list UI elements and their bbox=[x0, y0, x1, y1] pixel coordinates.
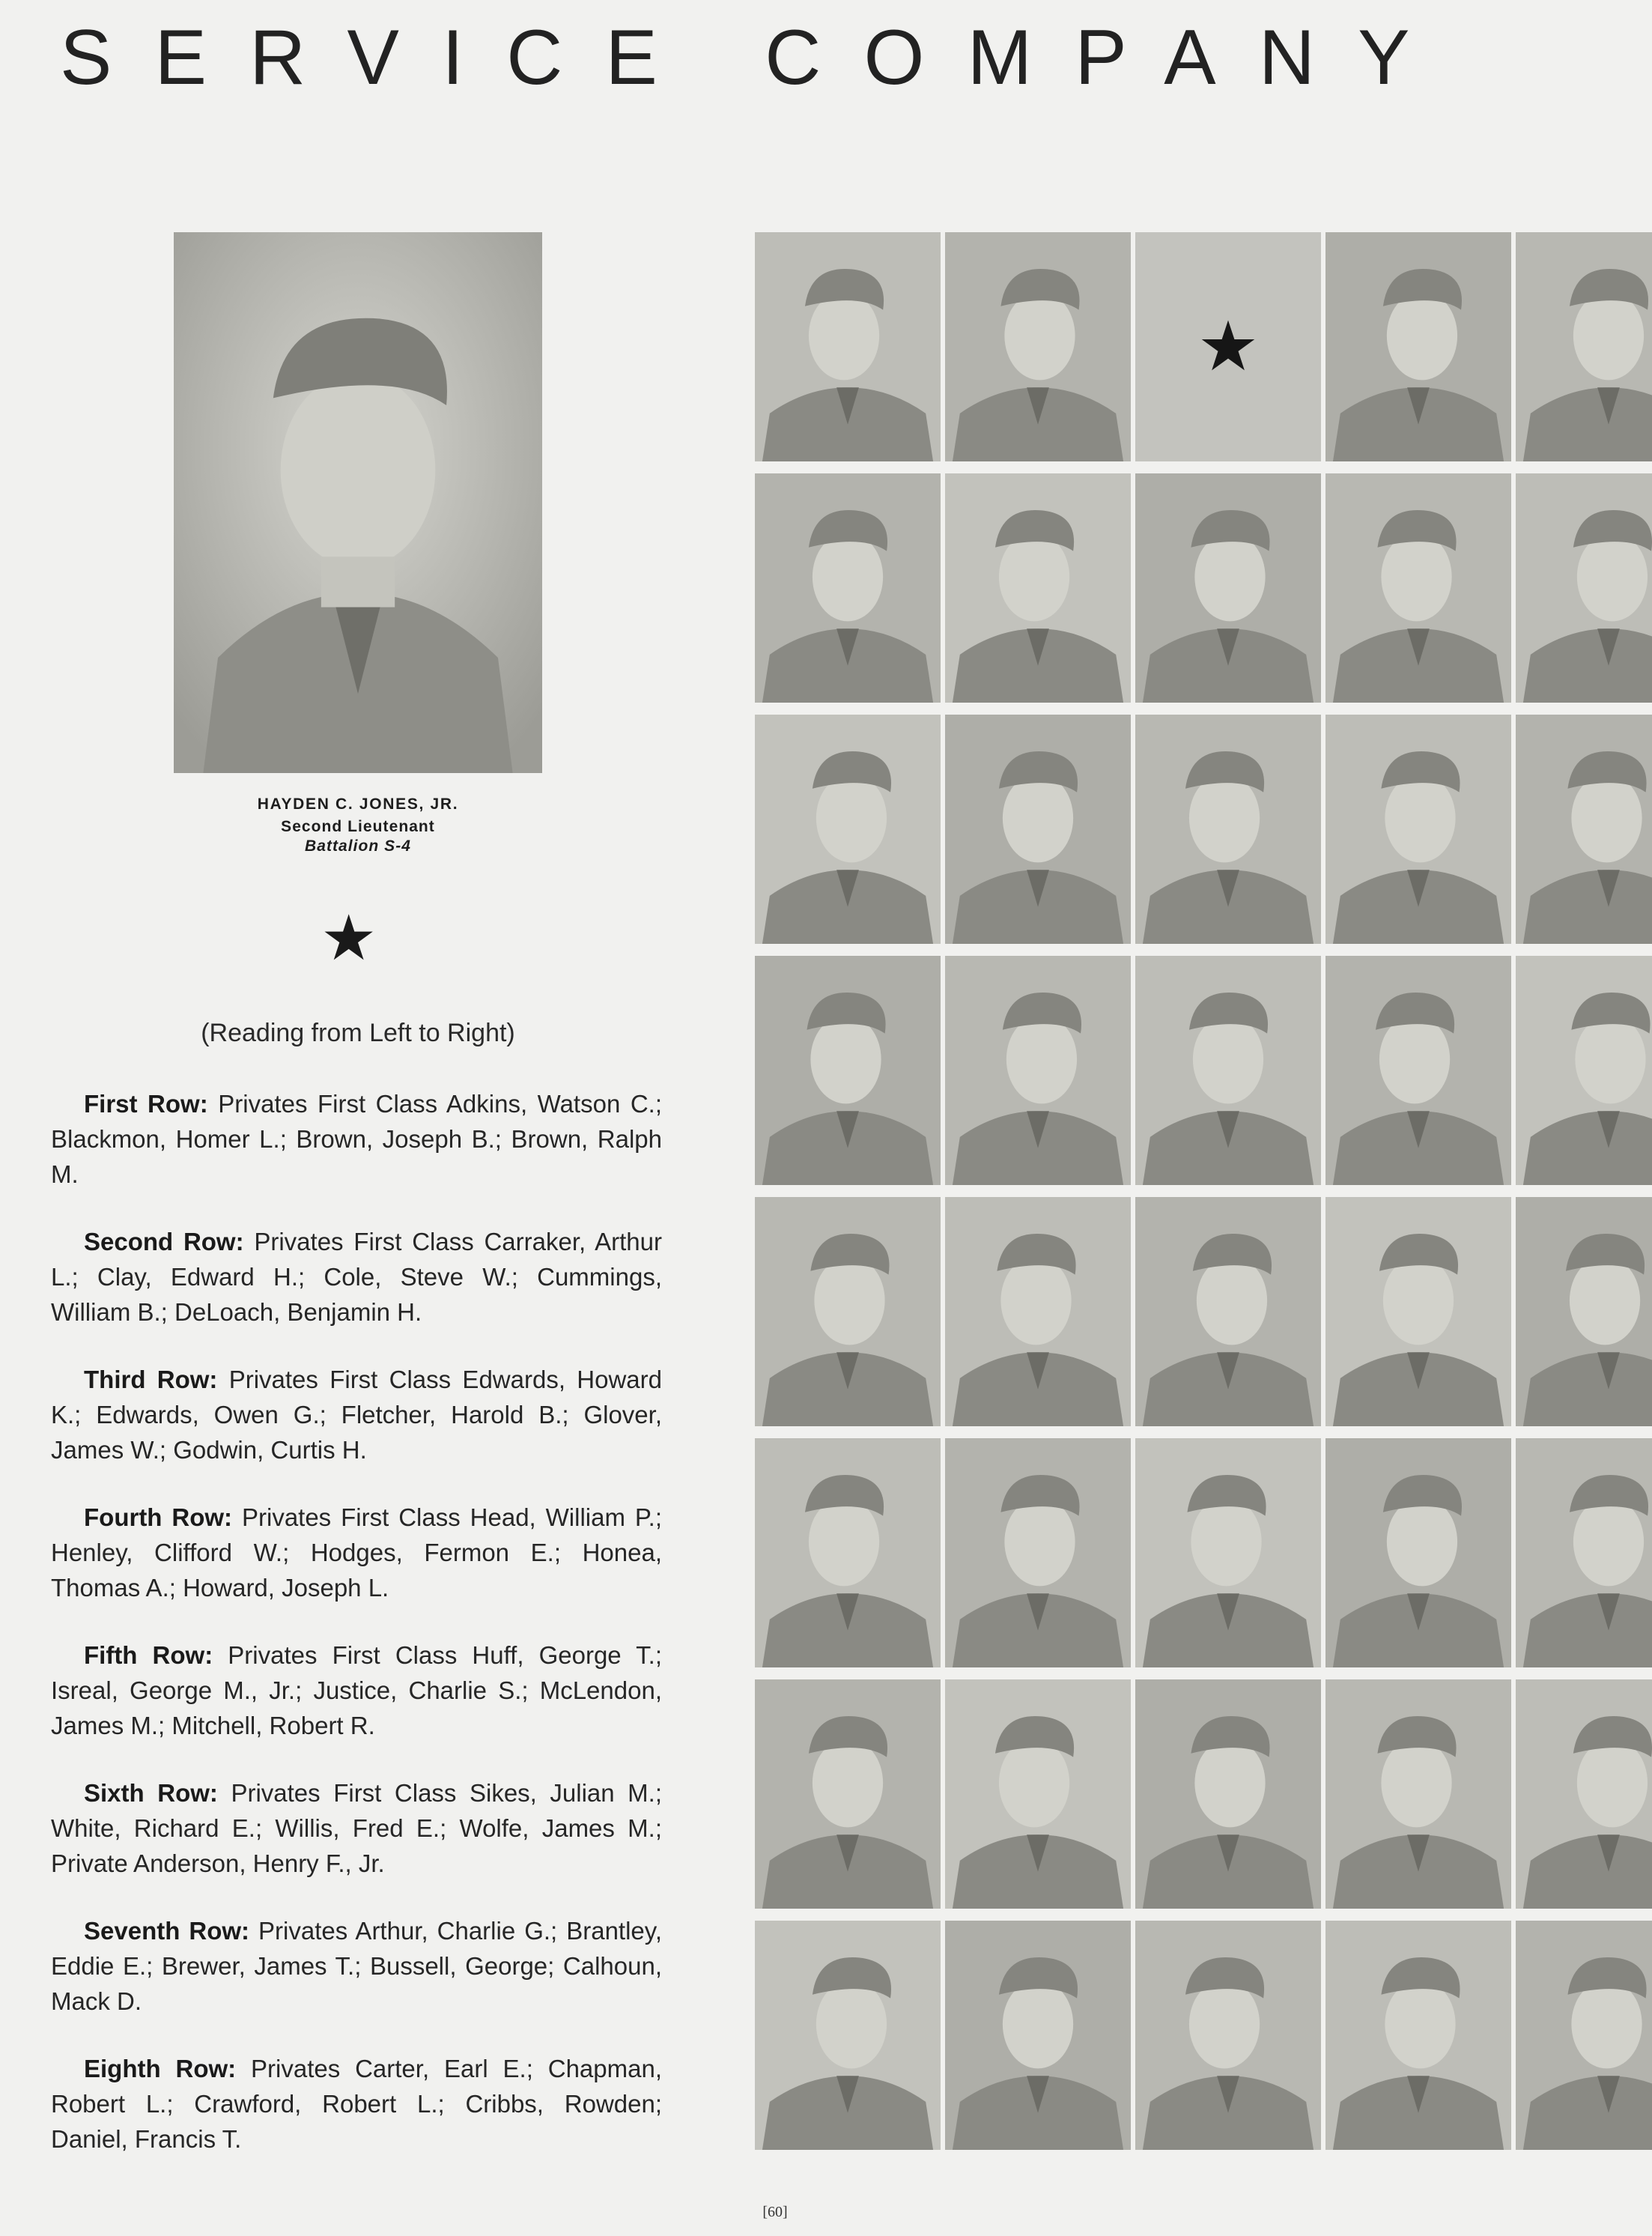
row-label: Second Row: bbox=[84, 1228, 244, 1255]
portrait-grid bbox=[755, 232, 1652, 2160]
row-label: Fifth Row: bbox=[84, 1641, 213, 1669]
reading-note: (Reading from Left to Right) bbox=[201, 1019, 515, 1047]
soldier-portrait bbox=[945, 1438, 1131, 1667]
row-label: Eighth Row: bbox=[84, 2055, 237, 2082]
row-names: Privates First Class Huff, George T.; Isreal, George M., Jr.; Justice, Charlie S.; McLendon, James M.; Mitchell, Robert R. bbox=[51, 1641, 662, 1739]
soldier-portrait bbox=[755, 715, 941, 944]
page-number: [60] bbox=[762, 2204, 788, 2220]
soldier-portrait bbox=[1516, 956, 1652, 1185]
row-description bbox=[51, 1775, 662, 1881]
officer-rank: Second Lieutenant bbox=[281, 818, 435, 835]
soldier-portrait bbox=[1135, 715, 1321, 944]
soldier-portrait bbox=[1135, 1197, 1321, 1426]
row-names: Privates First Class Head, William P.; Henley, Clifford W.; Hodges, Fermon E.; Honea, Thomas A.; Howard, Joseph L. bbox=[51, 1503, 662, 1602]
soldier-portrait bbox=[1516, 1438, 1652, 1667]
soldier-portrait bbox=[1135, 473, 1321, 703]
row-description bbox=[51, 1086, 662, 1192]
row-label: Seventh Row: bbox=[84, 1917, 250, 1945]
soldier-portrait bbox=[1325, 473, 1511, 703]
officer-name: HAYDEN C. JONES, JR. bbox=[257, 796, 459, 813]
soldier-portrait bbox=[1516, 473, 1652, 703]
star-placeholder bbox=[1135, 232, 1321, 461]
soldier-portrait bbox=[945, 1921, 1131, 2150]
soldier-portrait bbox=[1516, 1921, 1652, 2150]
soldier-portrait bbox=[755, 1921, 941, 2150]
row-description bbox=[51, 1913, 662, 2019]
soldier-portrait bbox=[755, 473, 941, 703]
row-label: Third Row: bbox=[84, 1366, 218, 1393]
row-description bbox=[51, 1224, 662, 1330]
soldier-portrait bbox=[1325, 1921, 1511, 2150]
soldier-portrait bbox=[1135, 1679, 1321, 1909]
soldier-portrait bbox=[1135, 1921, 1321, 2150]
soldier-portrait bbox=[1135, 1438, 1321, 1667]
row-label: First Row: bbox=[84, 1090, 208, 1118]
soldier-portrait bbox=[1516, 1679, 1652, 1909]
row-names: Privates First Class Adkins, Watson C.; Blackmon, Homer L.; Brown, Joseph B.; Brown, Ralph M. bbox=[51, 1090, 662, 1188]
row-description bbox=[51, 2051, 662, 2157]
soldier-portrait bbox=[1516, 1197, 1652, 1426]
soldier-portrait bbox=[945, 1679, 1131, 1909]
soldier-portrait bbox=[1325, 1197, 1511, 1426]
row-names: Privates First Class Carraker, Arthur L.; Clay, Edward H.; Cole, Steve W.; Cummings, William B.; DeLoach, Benjamin H. bbox=[51, 1228, 662, 1326]
soldier-portrait bbox=[1325, 1438, 1511, 1667]
soldier-portrait bbox=[945, 715, 1131, 944]
row-names: Privates Carter, Earl E.; Chapman, Robert L.; Crawford, Robert L.; Cribbs, Rowden; Daniel, Francis T. bbox=[51, 2055, 662, 2153]
soldier-portrait bbox=[755, 1197, 941, 1426]
row-description bbox=[51, 1500, 662, 1605]
row-description bbox=[51, 1637, 662, 1743]
row-description bbox=[51, 1362, 662, 1467]
soldier-portrait bbox=[1325, 715, 1511, 944]
soldier-portrait bbox=[945, 956, 1131, 1185]
officer-portrait bbox=[174, 232, 542, 773]
row-label: Fourth Row: bbox=[84, 1503, 233, 1531]
row-label: Sixth Row: bbox=[84, 1779, 218, 1807]
row-names: Privates First Class Sikes, Julian M.; White, Richard E.; Willis, Fred E.; Wolfe, James M.; Private Anderson, Henry F., Jr. bbox=[51, 1779, 662, 1877]
soldier-portrait bbox=[1325, 956, 1511, 1185]
officer-role: Battalion S-4 bbox=[305, 837, 411, 855]
soldier-portrait bbox=[755, 1679, 941, 1909]
soldier-portrait bbox=[755, 956, 941, 1185]
soldier-portrait bbox=[1325, 1679, 1511, 1909]
soldier-portrait bbox=[945, 1197, 1131, 1426]
soldier-portrait bbox=[1516, 232, 1652, 461]
soldier-portrait bbox=[945, 232, 1131, 461]
row-names: Privates First Class Edwards, Howard K.; Edwards, Owen G.; Fletcher, Harold B.; Glover, James W.; Godwin, Curtis H. bbox=[51, 1366, 662, 1464]
soldier-portrait bbox=[1516, 715, 1652, 944]
star-icon: ★ bbox=[1197, 309, 1260, 385]
star-icon: ★ bbox=[321, 903, 377, 973]
page-title: SERVICE COMPANY bbox=[60, 14, 1453, 101]
soldier-portrait bbox=[1325, 232, 1511, 461]
soldier-portrait bbox=[755, 1438, 941, 1667]
soldier-portrait bbox=[945, 473, 1131, 703]
soldier-portrait bbox=[1135, 956, 1321, 1185]
soldier-portrait bbox=[755, 232, 941, 461]
row-names: Privates Arthur, Charlie G.; Brantley, Eddie E.; Brewer, James T.; Bussell, George; Calhoun, Mack D. bbox=[51, 1917, 662, 2015]
